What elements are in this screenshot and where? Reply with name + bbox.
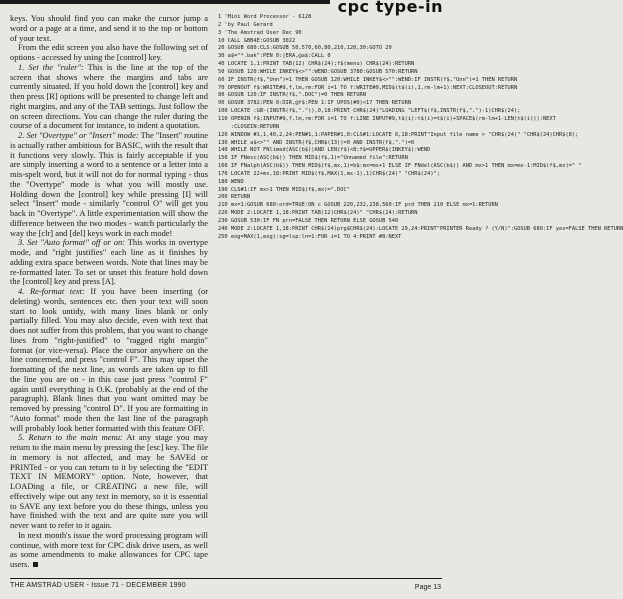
code-line: 80 GOSUB 120:IF INSTR(f$,".DOC")=0 THEN RETURN	[218, 92, 366, 99]
publication-line: THE AMSTRAD USER - Issue 71 - DECEMBER 1990	[10, 582, 186, 589]
code-line: :CLOSEIN:RETURN	[218, 123, 280, 130]
page-number: Page 13	[414, 584, 441, 591]
paragraph-text: This works in overtype mode, and "right justifies" each line as it finishes by adding extra space between words. Note that lines may be re-formatted later. To set or unset this feature hold down the [control] key and press [A].	[10, 237, 208, 287]
paragraph-text: This is the line at the top of the screen that shows where the margins and tabs are currently situated. If you hold down the [control] key and then press [R] options will be presented to change left and right margins, and any of the TAB settings. Just follow the on screen directions. You can change the ruler during the course of a document for instance, to indent a quotation.	[10, 61, 209, 131]
code-line: 130 WHILE a$<>"" AND INSTR(f$,CHR$(13))=0 AND INSTR(f$,".")=0	[218, 139, 415, 146]
basic-listing	[218, 14, 623, 570]
article-paragraph	[10, 43, 208, 63]
article-paragraph	[10, 433, 208, 531]
code-line: 160 IF FNalph(ASC(b$)) THEN MID$(f$,mx,1)=b$:mx=mx+1 ELSE IF FNdel(ASC(b$)) AND mx>1 THEN mx=mx-1:MID$(f$,mx)=" "	[218, 163, 582, 170]
code-line: 1 'Mini Word Processor - 6128	[218, 14, 312, 20]
code-line: 20 GOSUB 680:CLS:GOSUB 50,570,60,80,210,120,30:GOTO 20	[218, 45, 392, 52]
code-line: 180 WEND	[218, 178, 244, 185]
article-paragraph	[10, 238, 208, 287]
code-line: 140 WHILE NOT FNlimed(ASC(b$))AND LEN(f$)<8:f$=UPPER$(INKEY$):WEND	[218, 147, 431, 154]
end-of-article-mark	[33, 562, 38, 567]
code-line: 210 mx=1:GOSUB 680:ord=TRUE:ON c GOSUB 220,232,238,560:IF prd THEN 210 ELSE mx=1:RETURN	[218, 202, 498, 209]
article-paragraph	[10, 14, 208, 43]
paragraph-text: At any stage you may return to the main menu by pressing the [esc] key. The file in memory is not affected, and may be SAVEd or PRINTed - or you can return to it by selecting the "EDIT TEXT IN MEMORY" option. Note, however, that LOADing a file, or CREATING a new file, will effectively wipe out any text in memory, so it is essential to SAVE any text before you do these things, unless you have finished with the text and are quite sure you will never want to refer to it again.	[10, 432, 208, 530]
code-line: 3 'The Amstrad User Dec 90	[218, 29, 302, 36]
header-rule	[0, 0, 330, 4]
article-body	[10, 14, 208, 570]
footer-rule	[10, 578, 442, 579]
paragraph-text: keys. You should find you can make the cursor jump a word or a page at a time, and send it to the top or bottom of your text.	[10, 13, 208, 43]
paragraph-text: The "Insert" routine is actually rather ambitious for BASIC, with the result that it functions very slowly. This is fairly acceptable if you are simply inserting a word to a sentence or a letter into a mis-spelt word, but it will not do for normal typing - thus the "Overtype" mode is what you will mostly use. Holding down the [control] key while pressing [I] will select "Insert" mode - similarly "control O" will get you back in "Overtype". A little experimentation will show the difference between the two modes - watch particularly the way the [clr] and [del] keys work in each mode!	[10, 130, 208, 238]
code-line: 200 RETURN	[218, 194, 251, 201]
code-line: 70 OPENOUT f$:WRITE#9,f,lm,rm:FOR i=1 TO f:WRITE#9,MID$(t$(i),1,rm-lm+1):NEXT:CLOSEOUT:RETURN	[218, 84, 518, 91]
article-paragraph	[10, 287, 208, 433]
page-footer	[0, 578, 449, 599]
code-line: 170 LOCATE 22+mx,18:PRINT MID$(f$,MAX(1,mx-1),1)CHR$(24)" "CHR$(24)";	[218, 170, 440, 177]
code-line: 2 'by Paul Gerard	[218, 21, 273, 28]
code-line: 120 WINDOW #1,1,40,2,24:PEN#1,1:PAPER#1,0:CLS#1:LOCATE 6,18:PRINT"Input file name > "CHR$(24)" "CHR$(24)CHR$(8);	[218, 131, 579, 138]
code-line: 90 GOSUB 3782:PEN 0:DIR,@f$:PEN 1:IF UPOS(#0)<17 THEN RETURN	[218, 100, 412, 107]
code-line: 10 CALL &BB4E:GOSUB 3022	[218, 37, 296, 44]
code-line: 30 a$="*.bak":PEN 0:|ERA,@a$:CALL 0	[218, 53, 331, 60]
code-line: 190 CLS#1:IF mx>1 THEN MID$(f$,mx)=".DOC"	[218, 186, 350, 193]
code-line: 150 IF FNesc(ASC(b$)) THEN MID$(f$,1)="Unnamed file":RETURN	[218, 155, 408, 162]
code-line: 220 MODE 2:LOCATE 1,18:PRINT TAB(12)CHR$(24)" "CHR$(24):RETURN	[218, 210, 418, 217]
paragraph-heading: 1. Set the "ruler":	[18, 61, 84, 72]
paragraph-heading: 3. Set "Auto format" off or on:	[18, 237, 125, 248]
paragraph-heading: 5. Return to the main menu:	[18, 432, 123, 443]
paragraph-heading: 4. Re-format text:	[18, 286, 85, 296]
paragraph-text: If you have been inserting (or deleting) words, sentences etc. then your text will soon start to look untidy, with many lines blank or only partially filled. You may also decide, even with text that does not suffer from this problem, that you want to change lines from "right-justified" to "ragged right margin" format (or vice-versa). Place the cursor anywhere on the line concerned, and press "control F". This may upset the formatting of the next line, as words are taken up to fill the line you are on - in this case just press "control F" again until everything is O.K. (probably at the end of the paragraph). Blank lines that you want omitted may be removed by pressing "control D". If you are formatting in "Auto format" mode then the last line of the paragraph will probably look better formatted with this feature OFF.	[10, 286, 209, 433]
code-line: 40 LOCATE 1,1:PRINT TAB(12) CHR$(24);f$(menu) CHR$(24):RETURN	[218, 61, 415, 68]
code-line: 240 MODE 2:LOCATE 1,18:PRINT CHR$(24)prg$CHR$(24):LOCATE 29,24:PRINT"PRINTER Ready ? (Y/N)":GOSUB 680:IF yes=FALSE THEN RETURN	[218, 225, 623, 232]
article-paragraph	[10, 131, 208, 238]
section-title: cpc type-in	[337, 0, 443, 16]
code-line: 50 GOSUB 120:WHILE INKEY$<>"":WEND:GOSUB 3780:GOSUB 570:RETURN	[218, 68, 418, 75]
code-line: 60 IF INSTR(f$,"Unn")=1 THEN GOSUB 120:WHILE INKEY$<>"":WEND:IF INSTR(f$,"Unn")=1 THEN RETURN	[218, 76, 518, 83]
code-line: 110 OPENIN f$:INPUT#9,f,lm,rm:FOR i=1 TO f:LINE INPUT#9,t$(i):t$(i)=t$(i)+SPACE$(rm-lm+1-LEN(t$(i))):NEXT	[218, 115, 556, 122]
paragraph-text: In next month's issue the word processing program will continue, with more text for CPC disk drive users, as well as some amendments to make allowances for CPC tape users.	[10, 529, 208, 569]
paragraph-heading: 2. Set "Overtype" or "Insert" mode:	[18, 130, 139, 140]
code-line: 250 eog=MAX(1,eog):sg=lsp:ln=1:FOR i=1 TO 4:PRINT #8:NEXT	[218, 233, 402, 240]
paragraph-text: From the edit screen you also have the following set of options - accessed by using the [control] key.	[10, 42, 208, 62]
article-paragraph	[10, 531, 208, 570]
article-paragraph	[10, 63, 208, 131]
code-line: 230 GOSUB 530:IF FN prn=FALSE THEN RETURN ELSE GOSUB 540	[218, 217, 399, 224]
code-line: 100 LOCATE :GB-(INSTR(f$,".")),0,18:PRINT CHR$(24)"LOADING "LEFT$(f$,INSTR(f$,".")-1)CHR$(24);	[218, 108, 521, 115]
